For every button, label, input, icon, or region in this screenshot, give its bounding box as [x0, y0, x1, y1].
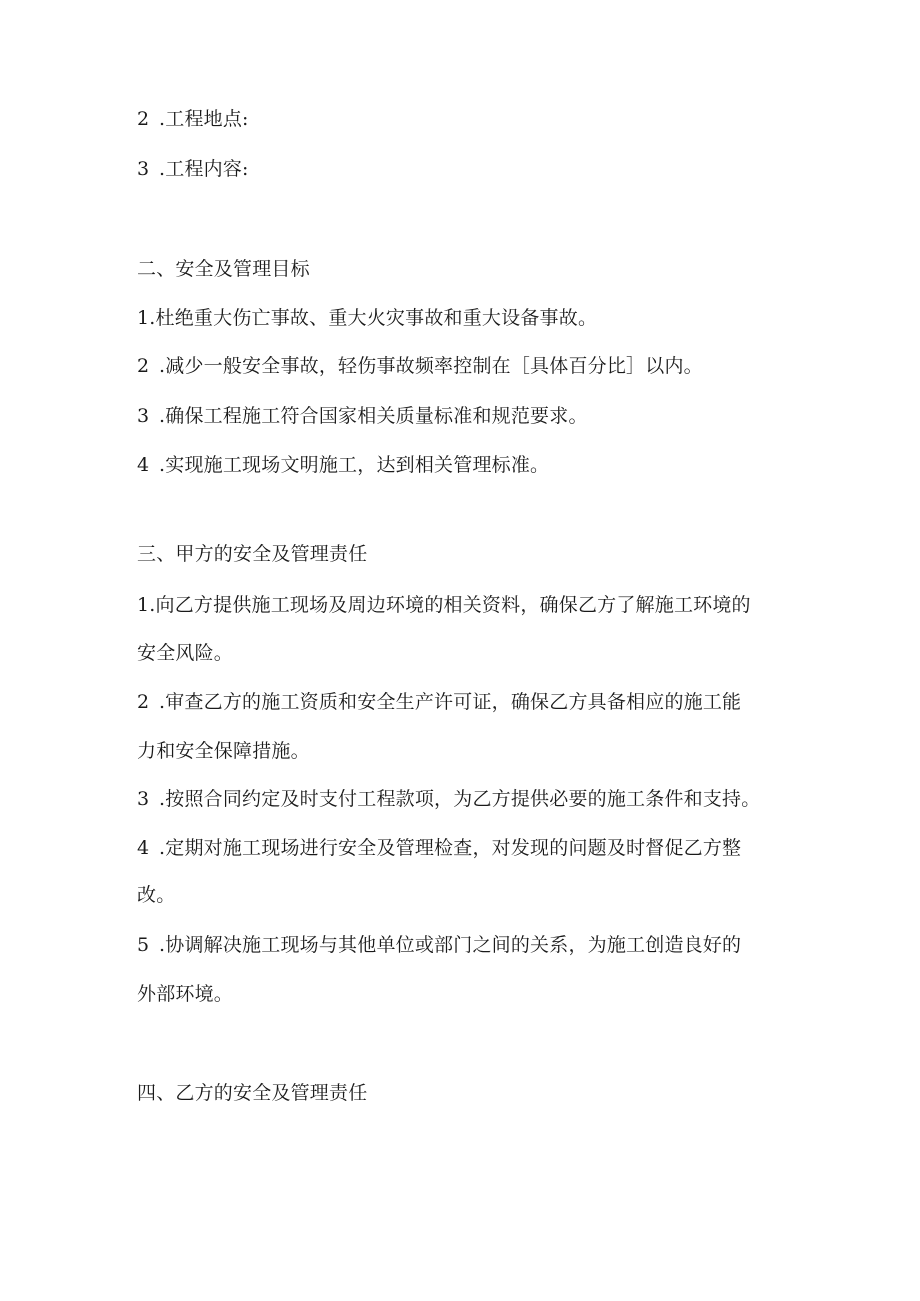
item-number: 4 — [137, 837, 150, 859]
item-text: .杜绝重大伤亡事故、重大火灾事故和重大设备事故。 — [149, 307, 598, 329]
section-heading: 三、甲方的安全及管理责任 — [137, 543, 368, 565]
list-item — [137, 933, 741, 957]
item-continuation: 改。 — [137, 884, 176, 906]
list-item — [137, 836, 741, 860]
list-item — [137, 107, 249, 131]
list-item — [137, 306, 597, 330]
item-number: 3 — [137, 158, 150, 180]
item-text: .协调解决施工现场与其他单位或部门之间的关系，为施工创造良好的 — [159, 934, 742, 956]
section-heading: 四、乙方的安全及管理责任 — [137, 1082, 368, 1104]
list-item — [137, 354, 703, 378]
item-text: .按照合同约定及时支付工程款项，为乙方提供必要的施工条件和支持。 — [159, 788, 761, 810]
item-number: 2 — [137, 108, 150, 130]
item-number: 2 — [137, 691, 150, 713]
item-number: 5 — [137, 934, 150, 956]
item-text: .定期对施工现场进行安全及管理检查，对发现的问题及时督促乙方整 — [159, 837, 742, 859]
item-text: .减少一般安全事故，轻伤事故频率控制在［具体百分比］以内。 — [159, 355, 703, 377]
item-number: 1 — [137, 594, 150, 616]
list-item — [137, 453, 549, 477]
item-continuation: 安全风险。 — [137, 642, 234, 664]
item-text: .工程地点: — [159, 108, 249, 130]
section-heading: 二、安全及管理目标 — [137, 258, 310, 280]
item-continuation: 力和安全保障措施。 — [137, 740, 310, 762]
item-text: .向乙方提供施工现场及周边环境的相关资料，确保乙方了解施工环境的 — [149, 594, 751, 616]
item-number: 2 — [137, 355, 150, 377]
list-item — [137, 787, 760, 811]
list-item — [137, 404, 588, 428]
item-number: 3 — [137, 405, 150, 427]
item-text: .审查乙方的施工资质和安全生产许可证，确保乙方具备相应的施工能 — [159, 691, 742, 713]
item-number: 3 — [137, 788, 150, 810]
item-number: 1 — [137, 307, 150, 329]
item-text: .确保工程施工符合国家相关质量标准和规范要求。 — [159, 405, 588, 427]
item-text: .工程内容: — [159, 158, 249, 180]
item-number: 4 — [137, 454, 150, 476]
list-item — [137, 593, 751, 617]
item-continuation: 外部环境。 — [137, 983, 234, 1005]
list-item — [137, 157, 249, 181]
list-item — [137, 690, 741, 714]
item-text: .实现施工现场文明施工，达到相关管理标准。 — [159, 454, 550, 476]
